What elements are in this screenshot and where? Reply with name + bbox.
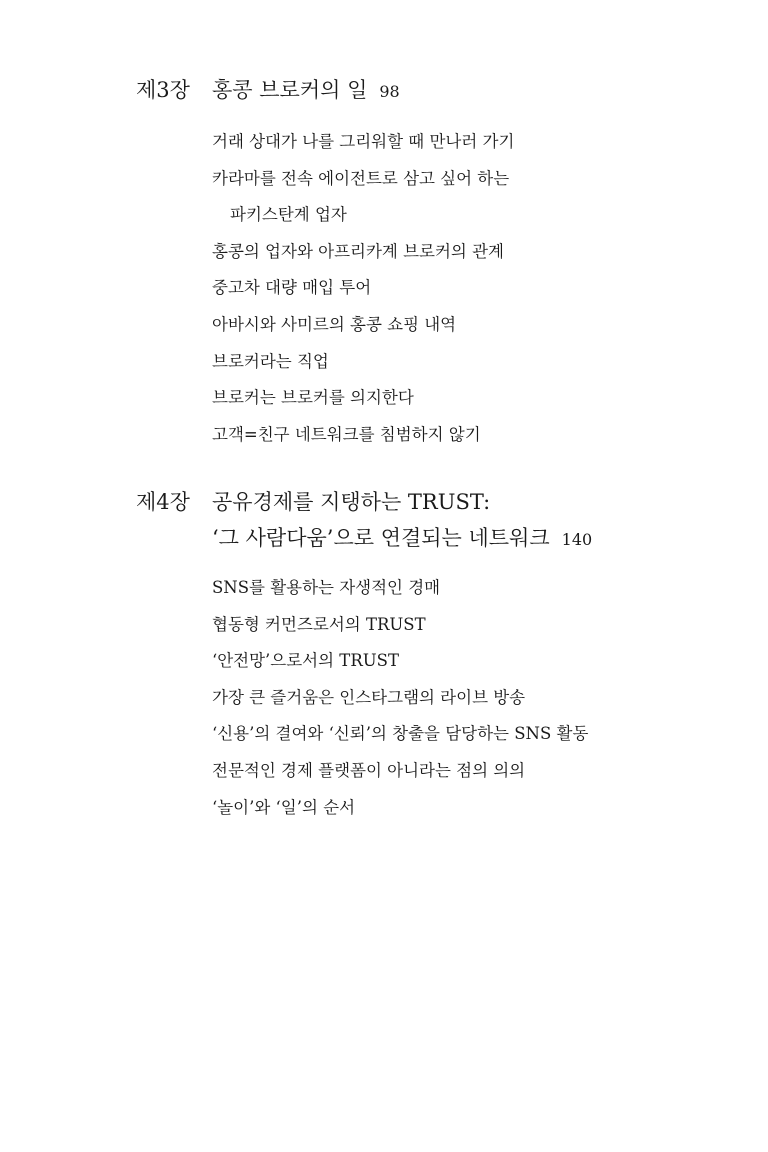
section-item: 홍콩의 업자와 아프리카계 브로커의 관계	[212, 241, 504, 261]
page-number: 98	[379, 82, 400, 101]
section-list	[212, 124, 736, 453]
section-item: 아바시와 사미르의 홍콩 쇼핑 내역	[212, 314, 457, 334]
section-item: 전문적인 경제 플랫폼이 아니라는 점의 의의	[212, 760, 526, 780]
page-number: 140	[561, 530, 593, 549]
chapter-number: 제4장	[136, 490, 190, 514]
chapter-heading	[136, 484, 736, 556]
chapter-3	[136, 72, 736, 453]
section-item: ‘놀이’와 ‘일’의 순서	[212, 797, 356, 817]
section-item: 고객=친구 네트워크를 침범하지 않기	[212, 424, 481, 444]
section-item: 브로커라는 직업	[212, 351, 329, 371]
section-item: 협동형 커먼즈로서의 TRUST	[212, 614, 426, 634]
chapter-title-text: ‘그 사람다움’으로 연결되는 네트워크	[212, 526, 550, 550]
section-list	[212, 570, 736, 826]
section-item: ‘신용’의 결여와 ‘신뢰’의 창출을 담당하는 SNS 활동	[212, 724, 589, 744]
section-item: 중고차 대량 매입 투어	[212, 278, 372, 298]
chapter-number: 제3장	[136, 78, 190, 102]
chapter-title-line	[212, 72, 736, 108]
section-item: 가장 큰 즐거움은 인스타그램의 라이브 방송	[212, 687, 526, 707]
section-item: SNS를 활용하는 자생적인 경매	[212, 578, 441, 597]
chapter-title	[212, 484, 736, 556]
chapter-title-line: 공유경제를 지탱하는 TRUST:	[212, 490, 491, 514]
chapter-heading	[136, 72, 736, 108]
chapter-title-text: 홍콩 브로커의 일	[212, 78, 368, 102]
chapter-title-line	[212, 520, 736, 556]
section-item: 거래 상대가 나를 그리워할 때 만나러 가기	[212, 132, 515, 151]
section-item: 브로커는 브로커를 의지한다	[212, 388, 414, 408]
section-item: ‘안전망’으로서의 TRUST	[212, 651, 399, 671]
chapter-title	[212, 72, 736, 108]
section-item-continuation: 파키스탄계 업자	[230, 205, 347, 225]
chapter-4	[136, 484, 736, 826]
section-item: 카라마를 전속 에이전트로 삼고 싶어 하는	[212, 168, 510, 188]
